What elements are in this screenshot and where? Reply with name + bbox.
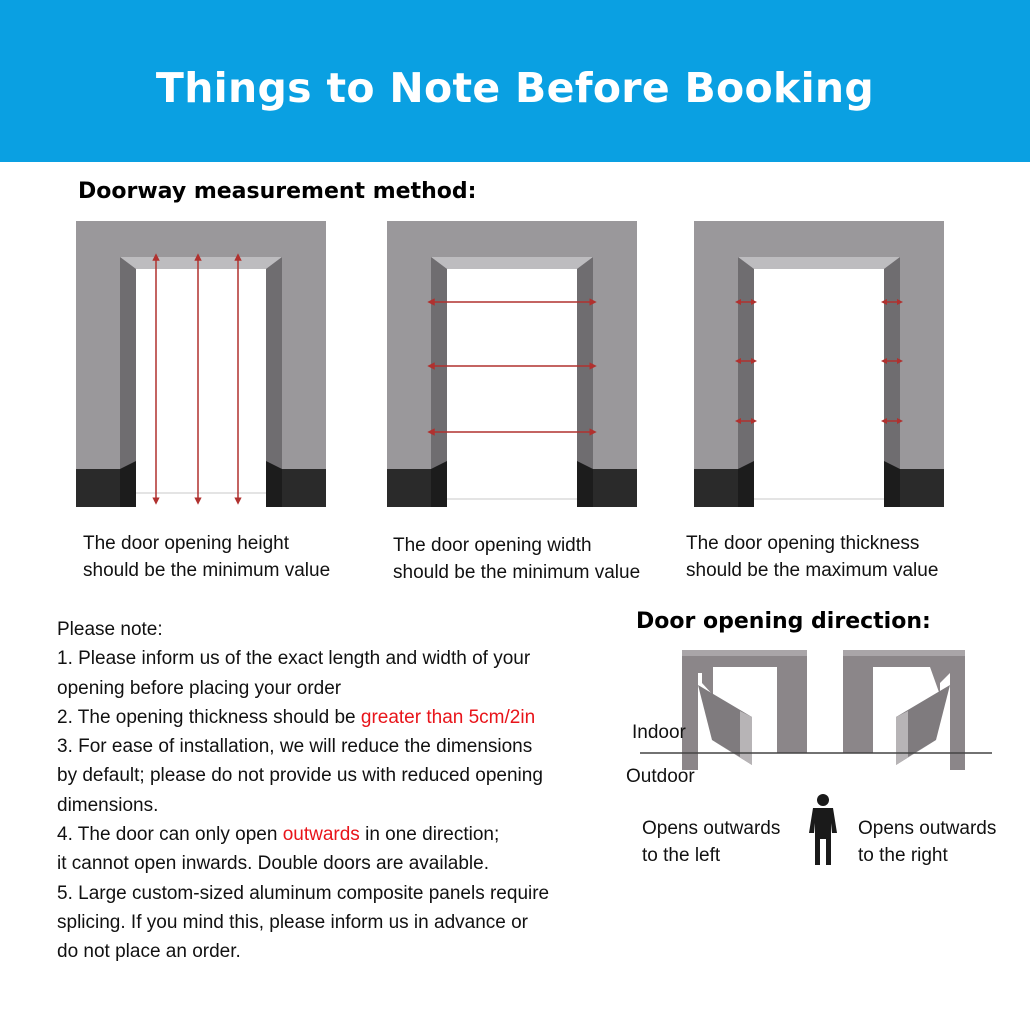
thickness-highlight: greater than 5cm/2in	[360, 706, 536, 728]
note-3-cont: by default; please do not provide us with reduced opening	[57, 765, 543, 787]
note-3-cont: dimensions.	[57, 794, 159, 816]
indoor-label: Indoor	[632, 722, 686, 743]
note-5: 5. Large custom-sized aluminum composite panels require	[57, 882, 550, 904]
person-icon	[806, 793, 840, 867]
outwards-highlight: outwards	[282, 824, 360, 846]
width-caption: The door opening width should be the minimum value	[393, 535, 641, 583]
note-5-cont: do not place an order.	[57, 941, 241, 963]
left-opening-caption: Opens outwards to the left	[642, 818, 781, 866]
note-2: 2. The opening thickness should be greater than 5cm/2in	[57, 706, 536, 728]
thickness-caption: The door opening thickness should be the maximum value	[686, 533, 939, 581]
note-1: 1. Please inform us of the exact length and width of your	[57, 648, 531, 670]
width-measurement-diagram	[387, 221, 637, 507]
page-title: Things to Note Before Booking	[155, 64, 875, 112]
notes-title: Please note:	[57, 619, 163, 640]
height-caption: The door opening height should be the minimum value	[83, 533, 331, 581]
height-measurement-diagram	[76, 221, 326, 507]
thickness-measurement-diagram	[694, 221, 944, 507]
note-4: 4. The door can only open outwards in one direction;	[57, 824, 500, 846]
measurement-heading: Doorway measurement method:	[78, 179, 477, 204]
notes-list	[57, 615, 627, 967]
note-5-cont: splicing. If you mind this, please inform us in advance or	[57, 911, 529, 933]
door-direction-diagram	[640, 645, 992, 770]
note-3: 3. For ease of installation, we will reduce the dimensions	[57, 736, 533, 758]
title-banner	[0, 0, 1030, 162]
note-1-cont: opening before placing your order	[57, 677, 342, 699]
direction-heading: Door opening direction:	[636, 609, 931, 634]
right-opening-caption: Opens outwards to the right	[858, 818, 997, 866]
note-4-cont: it cannot open inwards. Double doors are available.	[57, 853, 489, 875]
outdoor-label: Outdoor	[626, 766, 695, 787]
